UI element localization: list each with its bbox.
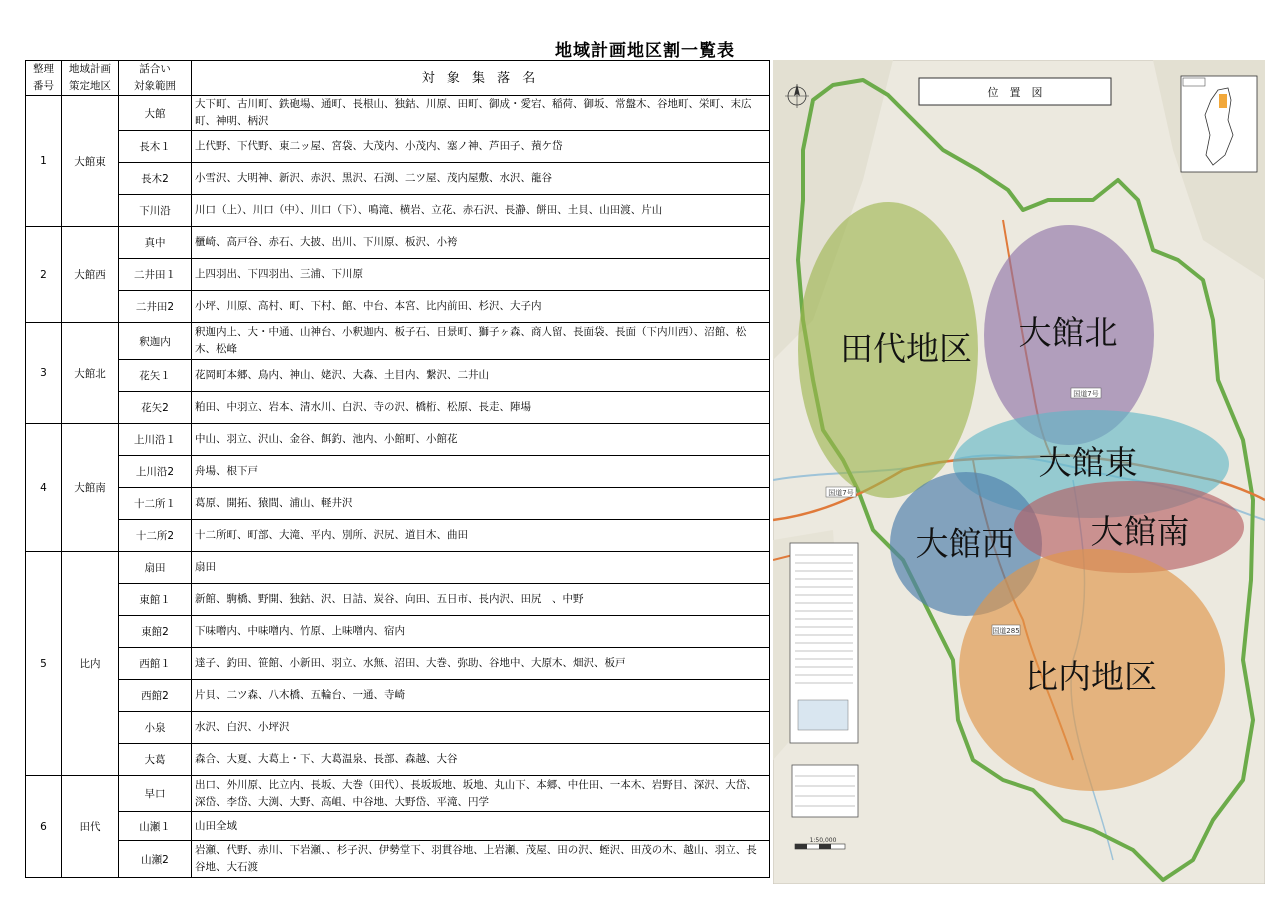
table-row [26,131,770,163]
target-villages: 達子、釣田、笹館、小新田、羽立、水無、沼田、大巻、弥助、谷地中、大原木、畑沢、板戸 [192,648,770,680]
header-villages: 対 象 集 落 名 [192,61,770,96]
target-villages: 櫃崎、高戸谷、赤石、大披、出川、下川原、板沢、小袴 [192,227,770,259]
table-row [26,456,770,488]
target-villages: 大下町、古川町、鉄砲場、通町、長根山、独鈷、川原、田町、御成・愛宕、稲荷、御坂、常盤木、谷地町、栄町、末広町、神明、柄沢 [192,96,770,131]
table-row [26,488,770,520]
table-row [26,776,770,812]
label-south: 大館南 [1090,512,1190,551]
district-name: 大館東 [62,96,119,227]
target-villages: 粕田、中羽立、岩本、清水川、白沢、寺の沢、橋桁、松原、長走、陣場 [192,392,770,424]
discussion-range: 小泉 [119,712,192,744]
discussion-range: 長木１ [119,131,192,163]
table-row [26,520,770,552]
target-villages: 花岡町本郷、鳥内、神山、姥沢、大森、土目内、繋沢、二井山 [192,360,770,392]
district-table [25,60,770,878]
discussion-range: 上川沿１ [119,424,192,456]
table-row [26,227,770,259]
discussion-range: 扇田 [119,552,192,584]
group-number: 4 [26,424,62,552]
road-label: 国道285 [992,627,1020,635]
district-name: 大館南 [62,424,119,552]
table-row [26,616,770,648]
header-no: 整理 番号 [26,61,62,96]
label-east: 大館東 [1038,443,1138,482]
table-row [26,680,770,712]
inset-location-map [1181,76,1257,172]
discussion-range: 釈迦内 [119,323,192,360]
target-villages: 片貝、二ツ森、八木橋、五輪台、一通、寺崎 [192,680,770,712]
discussion-range: 下川沿 [119,195,192,227]
target-villages: 小坪、川原、高村、町、下村、館、中台、本宮、比内前田、杉沢、大子内 [192,291,770,323]
district-name: 田代 [62,776,119,878]
table-row [26,584,770,616]
target-villages: 上代野、下代野、東二ッ屋、宮袋、大茂内、小茂内、塞ノ神、芦田子、蕷ケ岱 [192,131,770,163]
map-key-box [792,765,858,817]
header-range: 話合い 対象範囲 [119,61,192,96]
table-row [26,552,770,584]
district-name: 大館北 [62,323,119,424]
discussion-range: 長木2 [119,163,192,195]
group-number: 1 [26,96,62,227]
target-villages: 中山、羽立、沢山、金谷、餌釣、池内、小館町、小館花 [192,424,770,456]
discussion-range: 山瀬2 [119,841,192,878]
label-tashiro: 田代地区 [840,329,972,368]
map-title: 位 置 図 [987,86,1043,99]
page-title: 地域計画地区割一覧表 [555,41,735,61]
target-villages: 川口（上）、川口（中）、川口（下）、鳴滝、横岩、立花、赤石沢、長瀞、餅田、土貝、山田渡、片山 [192,195,770,227]
discussion-range: 東館2 [119,616,192,648]
target-villages: 山田全域 [192,812,770,841]
table-row [26,163,770,195]
target-villages: 出口、外川原、比立内、長坂、大巻（田代）、長坂坂地、坂地、丸山下、本郷、中仕田、一本木、岩野目、深沢、大岱、深岱、李岱、大渕、大野、高岨、中谷地、大野岱、平滝、円学 [192,776,770,812]
discussion-range: 花矢2 [119,392,192,424]
discussion-range: 二井田2 [119,291,192,323]
table-row [26,424,770,456]
table-row [26,712,770,744]
table-row [26,812,770,841]
location-map [773,60,1265,884]
label-north: 大館北 [1018,313,1118,352]
target-villages: 十二所町、町部、大滝、平内、別所、沢尻、道目木、曲田 [192,520,770,552]
group-number: 2 [26,227,62,323]
scale-text: 1:50,000 [809,837,837,844]
table-row [26,360,770,392]
target-villages: 上四羽出、下四羽出、三浦、下川原 [192,259,770,291]
discussion-range: 西館2 [119,680,192,712]
road-label: 国道7号 [1073,390,1099,398]
table-row [26,259,770,291]
discussion-range: 花矢１ [119,360,192,392]
target-villages: 下味噌内、中味噌内、竹原、上味噌内、宿内 [192,616,770,648]
group-number: 6 [26,776,62,878]
discussion-range: 上川沿2 [119,456,192,488]
table-row [26,291,770,323]
group-number: 5 [26,552,62,776]
discussion-range: 二井田１ [119,259,192,291]
target-villages: 釈迦内上、大・中通、山神台、小釈迦内、板子石、日景町、獅子ヶ森、商人留、長面袋、長面（下内川西）、沼館、松木、松峰 [192,323,770,360]
label-hinai: 比内地区 [1025,657,1157,696]
target-villages: 岩瀬、代野、赤川、下岩瀬、、杉子沢、伊勢堂下、羽貫谷地、上岩瀬、茂屋、田の沢、蛭沢、田茂の木、越山、羽立、長谷地、大石渡 [192,841,770,878]
table-row [26,392,770,424]
discussion-range: 十二所１ [119,488,192,520]
discussion-range: 東館１ [119,584,192,616]
header-district: 地域計画 策定地区 [62,61,119,96]
target-villages: 舟場、根下戸 [192,456,770,488]
district-name: 比内 [62,552,119,776]
target-villages: 森合、大夏、大葛上・下、大葛温泉、長部、森越、大谷 [192,744,770,776]
target-villages: 新館、駒橋、野開、独鈷、沢、日詰、炭谷、向田、五日市、長内沢、田尻 、中野 [192,584,770,616]
discussion-range: 大葛 [119,744,192,776]
discussion-range: 早口 [119,776,192,812]
target-villages: 小雪沢、大明神、新沢、赤沢、黒沢、石渕、二ツ屋、茂内屋敷、水沢、龍谷 [192,163,770,195]
target-villages: 葛原、開拓、猿間、浦山、軽井沢 [192,488,770,520]
discussion-range: 西館１ [119,648,192,680]
table-row [26,841,770,878]
road-label: 国道7号 [828,489,854,497]
table-row [26,195,770,227]
discussion-range: 真中 [119,227,192,259]
discussion-range: 山瀬１ [119,812,192,841]
table-row [26,96,770,131]
target-villages: 扇田 [192,552,770,584]
table-row [26,323,770,360]
table-row [26,648,770,680]
district-name: 大館西 [62,227,119,323]
group-number: 3 [26,323,62,424]
discussion-range: 十二所2 [119,520,192,552]
label-west: 大館西 [915,524,1015,563]
table-row [26,744,770,776]
target-villages: 水沢、白沢、小坪沢 [192,712,770,744]
discussion-range: 大館 [119,96,192,131]
